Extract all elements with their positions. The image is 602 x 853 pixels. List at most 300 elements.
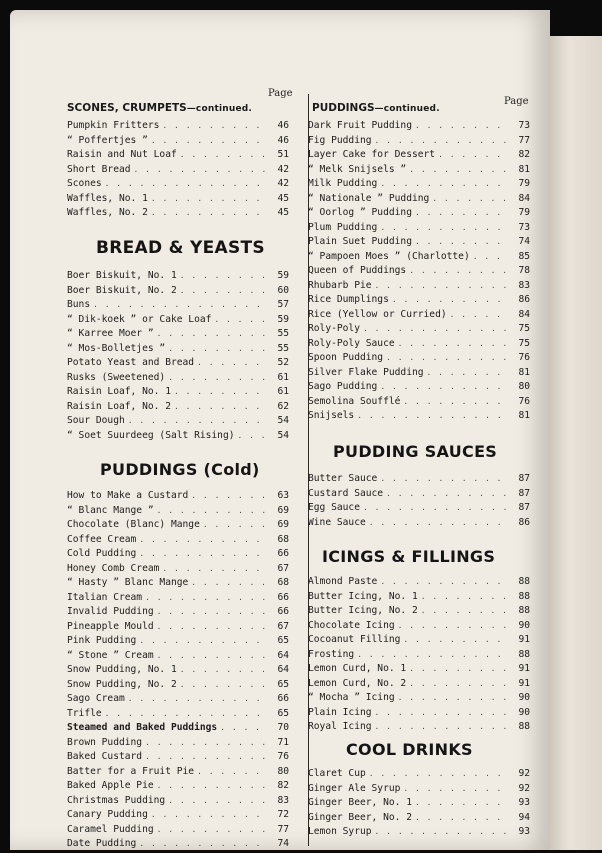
- entry-page-number: 93: [518, 797, 530, 808]
- entry-page-number: 92: [518, 782, 530, 794]
- index-entry: [67, 357, 289, 372]
- entry-page-number: 66: [277, 693, 289, 704]
- entry-title: “ Soet Suurdeeg (Salt Rising): [67, 429, 235, 441]
- index-entry: [308, 721, 530, 736]
- entry-page-number: 86: [518, 516, 530, 528]
- index-entry: [308, 692, 530, 707]
- dot-leader: [139, 636, 268, 645]
- index-entry: [308, 309, 530, 324]
- index-entry: [308, 517, 530, 532]
- index-entry: [308, 207, 530, 222]
- entry-page-number: 82: [518, 149, 530, 160]
- dot-leader: [427, 368, 509, 377]
- index-entry: [308, 605, 530, 620]
- entry-page-number: 83: [277, 794, 289, 806]
- entry-page-number: 55: [277, 328, 289, 339]
- index-entry: [67, 149, 289, 164]
- index-entry: [308, 826, 530, 841]
- entry-title: Plain Suet Pudding: [308, 236, 412, 247]
- entry-title: Royal Icing: [308, 721, 372, 732]
- entry-title: Brown Pudding: [67, 736, 143, 748]
- dot-leader: [421, 592, 509, 601]
- dot-leader: [157, 329, 268, 338]
- entry-title: Scones: [67, 178, 102, 189]
- dot-leader: [180, 150, 268, 159]
- dot-leader: [168, 373, 268, 382]
- entry-page-number: 62: [277, 400, 289, 412]
- index-entry: [67, 824, 289, 839]
- dot-leader: [438, 150, 509, 159]
- entry-title: Pink Pudding: [67, 635, 137, 646]
- entry-page-number: 81: [518, 366, 530, 378]
- index-entry: [67, 708, 289, 723]
- index-entry: [67, 285, 289, 300]
- index-entry: [308, 280, 530, 295]
- entry-title: Spoon Pudding: [308, 352, 384, 363]
- dot-leader: [191, 578, 268, 587]
- entry-title: Pineapple Mould: [67, 620, 154, 632]
- puddings-continued-heading: [312, 102, 440, 114]
- dot-leader: [473, 252, 509, 261]
- dot-leader: [398, 693, 509, 702]
- entry-title: Sago Cream: [67, 693, 125, 704]
- heading-main: PUDDINGS: [312, 102, 375, 114]
- entry-page-number: 84: [518, 192, 530, 204]
- index-entry: [308, 352, 530, 367]
- index-entry: [67, 693, 289, 708]
- dot-leader: [197, 767, 268, 776]
- dot-leader: [421, 606, 509, 615]
- index-entry: [308, 265, 530, 280]
- index-entry: [308, 396, 530, 411]
- entry-page-number: 59: [277, 270, 289, 281]
- entry-page-number: 51: [277, 149, 289, 160]
- index-entry: [67, 386, 289, 401]
- entry-title: “ Oorlog ” Pudding: [308, 207, 412, 218]
- index-entry: [67, 577, 289, 592]
- entry-page-number: 64: [277, 649, 289, 661]
- entry-page-number: 85: [518, 250, 530, 262]
- entry-page-number: 52: [277, 357, 289, 368]
- entry-page-number: 68: [277, 533, 289, 545]
- icings-list: [308, 576, 530, 736]
- entry-page-number: 81: [518, 410, 530, 421]
- entry-page-number: 42: [277, 163, 289, 175]
- entry-page-number: 83: [518, 279, 530, 291]
- entry-page-number: 74: [277, 838, 289, 849]
- entry-title: Chocolate (Blanc) Mange: [67, 519, 200, 530]
- puddings-cold-heading: PUDDINGS (Cold): [100, 460, 260, 479]
- dot-leader: [415, 237, 509, 246]
- index-entry: [67, 635, 289, 650]
- entry-title: “ Hasty ” Blanc Mange: [67, 577, 189, 588]
- entry-title: Chocolate Icing: [308, 619, 395, 631]
- puddings-continued-list: [308, 120, 530, 425]
- index-entry: [308, 768, 530, 783]
- dot-leader: [214, 315, 268, 324]
- dot-leader: [145, 752, 268, 761]
- entry-title: Batter for a Fruit Pie: [67, 765, 195, 777]
- entry-title: Lemon Syrup: [308, 826, 372, 837]
- entry-title: Cold Pudding: [67, 548, 137, 559]
- dot-leader: [450, 310, 509, 319]
- dot-leader: [151, 810, 268, 819]
- dot-leader: [157, 651, 268, 660]
- heading-suffix: —continued.: [374, 104, 440, 114]
- index-entry: [308, 410, 530, 425]
- dot-leader: [128, 694, 268, 703]
- dot-leader: [180, 271, 268, 280]
- dot-leader: [409, 165, 509, 174]
- entry-page-number: 65: [277, 678, 289, 690]
- index-entry: [67, 766, 289, 781]
- dot-leader: [197, 358, 268, 367]
- entry-page-number: 73: [518, 221, 530, 233]
- entry-page-number: 54: [277, 415, 289, 426]
- entry-title: Sour Dough: [67, 415, 125, 426]
- entry-page-number: 65: [277, 707, 289, 719]
- index-entry: [67, 650, 289, 665]
- entry-page-number: 81: [518, 163, 530, 175]
- page-column-label-left: Page: [268, 88, 293, 99]
- entry-title: Invalid Pudding: [67, 606, 154, 617]
- index-entry: [67, 164, 289, 179]
- entry-title: Steamed and Baked Puddings: [67, 722, 218, 733]
- dot-leader: [157, 622, 268, 631]
- dot-leader: [415, 208, 509, 217]
- facing-page-edge: [548, 36, 602, 850]
- entry-page-number: 61: [277, 386, 289, 397]
- index-entry: [67, 193, 289, 208]
- dot-leader: [386, 489, 509, 498]
- entry-title: Snijsels: [308, 410, 355, 421]
- entry-title: Christmas Pudding: [67, 794, 166, 806]
- pudding-sauces-heading: PUDDING SAUCES: [333, 442, 498, 461]
- entry-title: Lemon Curd, No. 1: [308, 663, 407, 674]
- heading-main: SCONES, CRUMPETS: [67, 102, 187, 114]
- entry-title: Baked Apple Pie: [67, 780, 154, 791]
- entry-page-number: 87: [518, 473, 530, 484]
- entry-page-number: 82: [277, 780, 289, 791]
- index-entry: [308, 222, 530, 237]
- entry-page-number: 45: [277, 207, 289, 218]
- entry-title: Boer Biskuit, No. 2: [67, 284, 177, 296]
- index-entry: [308, 797, 530, 812]
- entry-title: Boer Biskuit, No. 1: [67, 270, 177, 281]
- index-entry: [308, 649, 530, 664]
- entry-page-number: 91: [518, 634, 530, 645]
- dot-leader: [375, 281, 509, 290]
- entry-title: Baked Custard: [67, 751, 143, 762]
- dot-leader: [191, 491, 268, 500]
- entry-page-number: 67: [277, 562, 289, 574]
- index-entry: [308, 381, 530, 396]
- scones-list: [67, 120, 289, 222]
- entry-page-number: 86: [518, 294, 530, 305]
- entry-title: Ginger Beer, No. 2: [308, 811, 412, 823]
- dot-leader: [398, 621, 509, 630]
- entry-page-number: 91: [518, 663, 530, 674]
- index-entry: [67, 135, 289, 150]
- dot-leader: [168, 796, 268, 805]
- entry-title: Caramel Pudding: [67, 823, 154, 835]
- entry-title: Waffles, No. 1: [67, 192, 148, 204]
- entry-page-number: 88: [518, 648, 530, 660]
- dot-leader: [415, 813, 509, 822]
- entry-page-number: 90: [518, 692, 530, 703]
- entry-page-number: 66: [277, 548, 289, 559]
- entry-title: Almond Paste: [308, 576, 378, 587]
- dot-leader: [174, 402, 268, 411]
- index-entry: [308, 236, 530, 251]
- dot-leader: [409, 679, 509, 688]
- entry-page-number: 88: [518, 721, 530, 732]
- dot-leader: [357, 411, 509, 420]
- index-entry: [67, 838, 289, 853]
- entry-title: “ Dik-koek ” or Cake Loaf: [67, 313, 212, 325]
- entry-title: Sago Pudding: [308, 381, 378, 392]
- entry-title: Fig Pudding: [308, 134, 372, 146]
- index-entry: [308, 323, 530, 338]
- dot-leader: [369, 518, 509, 527]
- entry-page-number: 63: [277, 490, 289, 501]
- entry-title: Wine Sauce: [308, 516, 366, 528]
- entry-page-number: 69: [277, 519, 289, 530]
- entry-title: Snow Pudding, No. 2: [67, 678, 177, 690]
- entry-title: Custard Sauce: [308, 487, 384, 499]
- index-entry: [308, 576, 530, 591]
- dot-leader: [369, 769, 509, 778]
- entry-page-number: 79: [518, 178, 530, 189]
- drinks-list: [308, 768, 530, 841]
- dot-leader: [403, 397, 509, 406]
- entry-page-number: 79: [518, 207, 530, 218]
- index-entry: [67, 722, 289, 737]
- dot-leader: [403, 784, 509, 793]
- entry-page-number: 66: [277, 591, 289, 603]
- entry-title: Ginger Beer, No. 1: [308, 797, 412, 808]
- index-entry: [67, 120, 289, 135]
- index-entry: [308, 678, 530, 693]
- dot-leader: [238, 431, 268, 440]
- index-entry: [308, 178, 530, 193]
- entry-page-number: 65: [277, 635, 289, 646]
- entry-page-number: 88: [518, 576, 530, 587]
- index-entry: [308, 634, 530, 649]
- index-entry: [308, 473, 530, 488]
- entry-page-number: 45: [277, 192, 289, 204]
- entry-page-number: 54: [277, 429, 289, 441]
- index-entry: [67, 780, 289, 795]
- dot-leader: [409, 664, 509, 673]
- entry-page-number: 64: [277, 664, 289, 675]
- entry-page-number: 42: [277, 178, 289, 189]
- dot-leader: [128, 416, 268, 425]
- dot-leader: [380, 474, 509, 483]
- index-entry: [67, 751, 289, 766]
- index-entry: [308, 149, 530, 164]
- heading-suffix: —continued.: [186, 104, 253, 114]
- index-entry: [67, 534, 289, 549]
- index-entry: [67, 299, 289, 314]
- index-entry: [67, 563, 289, 578]
- cool-drinks-heading: COOL DRINKS: [346, 740, 473, 759]
- entry-page-number: 61: [277, 371, 289, 383]
- entry-title: Raisin Loaf, No. 2: [67, 400, 171, 412]
- entry-title: Butter Icing, No. 1: [308, 590, 418, 602]
- entry-page-number: 91: [518, 677, 530, 689]
- entry-title: Potato Yeast and Bread: [67, 357, 195, 368]
- dot-leader: [145, 593, 268, 602]
- dot-leader: [162, 564, 268, 573]
- entry-page-number: 84: [518, 308, 530, 320]
- dot-leader: [157, 781, 268, 790]
- index-entry: [67, 490, 289, 505]
- dot-leader: [139, 839, 268, 848]
- entry-title: Raisin and Nut Loaf: [67, 149, 177, 160]
- entry-title: Frosting: [308, 648, 355, 660]
- dot-leader: [151, 194, 268, 203]
- index-entry: [308, 193, 530, 208]
- index-page: [10, 10, 550, 850]
- dot-leader: [380, 577, 509, 586]
- index-entry: [67, 372, 289, 387]
- index-entry: [67, 401, 289, 416]
- entry-page-number: 68: [277, 577, 289, 588]
- sauces-list: [308, 473, 530, 531]
- index-entry: [67, 548, 289, 563]
- entry-page-number: 78: [518, 265, 530, 276]
- entry-title: “ Stone ” Cream: [67, 649, 154, 661]
- dot-leader: [415, 798, 509, 807]
- entry-title: Plum Pudding: [308, 221, 378, 233]
- entry-title: Date Pudding: [67, 838, 137, 849]
- entry-page-number: 80: [518, 381, 530, 392]
- entry-page-number: 90: [518, 706, 530, 718]
- entry-page-number: 93: [518, 826, 530, 837]
- icings-fillings-heading: ICINGS & FILLINGS: [322, 547, 496, 566]
- entry-title: “ Poffertjes ”: [67, 134, 148, 146]
- index-entry: [67, 505, 289, 520]
- index-entry: [67, 328, 289, 343]
- entry-title: “ Blanc Mange ”: [67, 504, 154, 516]
- dot-leader: [375, 827, 509, 836]
- dot-leader: [392, 295, 509, 304]
- dot-leader: [403, 635, 509, 644]
- entry-title: “ Mos-Bolletjes ”: [67, 342, 166, 354]
- entry-page-number: 67: [277, 620, 289, 632]
- dot-leader: [203, 520, 268, 529]
- entry-title: Claret Cup: [308, 768, 366, 779]
- dot-leader: [162, 121, 268, 130]
- index-entry: [67, 415, 289, 430]
- entry-title: “ Pampoen Moes ” (Charlotte): [308, 250, 470, 262]
- dot-leader: [380, 382, 509, 391]
- entry-page-number: 70: [277, 722, 289, 733]
- entry-page-number: 74: [518, 236, 530, 247]
- entry-page-number: 73: [518, 120, 530, 131]
- dot-leader: [139, 535, 268, 544]
- index-entry: [67, 314, 289, 329]
- entry-page-number: 71: [277, 736, 289, 748]
- entry-page-number: 77: [518, 134, 530, 146]
- dot-leader: [380, 223, 509, 232]
- entry-title: Queen of Puddings: [308, 265, 407, 276]
- entry-title: Snow Pudding, No. 1: [67, 664, 177, 675]
- dot-leader: [375, 722, 509, 731]
- entry-title: Italian Cream: [67, 591, 143, 603]
- dot-leader: [105, 179, 268, 188]
- index-entry: [308, 502, 530, 517]
- index-entry: [67, 430, 289, 445]
- index-entry: [308, 294, 530, 309]
- entry-title: “ Melk Snijsels ”: [308, 163, 407, 175]
- entry-page-number: 90: [518, 619, 530, 631]
- entry-page-number: 76: [277, 751, 289, 762]
- entry-title: Honey Comb Cream: [67, 562, 160, 574]
- entry-page-number: 88: [518, 590, 530, 602]
- entry-page-number: 57: [277, 299, 289, 310]
- entry-title: “ Mocha ” Icing: [308, 692, 395, 703]
- entry-page-number: 87: [518, 502, 530, 513]
- dot-leader: [180, 665, 268, 674]
- entry-page-number: 46: [277, 134, 289, 146]
- entry-title: Buns: [67, 299, 91, 310]
- entry-title: “ Nationale ” Pudding: [308, 192, 430, 204]
- entry-title: Butter Icing, No. 2: [308, 605, 418, 616]
- index-entry: [308, 251, 530, 266]
- index-entry: [67, 270, 289, 285]
- entry-title: Rice (Yellow or Curried): [308, 308, 447, 320]
- index-entry: [308, 620, 530, 635]
- dot-leader: [145, 738, 268, 747]
- dot-leader: [375, 136, 509, 145]
- entry-page-number: 80: [277, 765, 289, 777]
- entry-title: Raisin Loaf, No. 1: [67, 386, 171, 397]
- index-entry: [308, 591, 530, 606]
- entry-page-number: 69: [277, 504, 289, 516]
- entry-title: Short Bread: [67, 163, 131, 175]
- index-entry: [67, 343, 289, 358]
- entry-page-number: 60: [277, 284, 289, 296]
- entry-title: Layer Cake for Dessert: [308, 149, 436, 160]
- dot-leader: [174, 387, 268, 396]
- entry-title: Cocoanut Filling: [308, 634, 401, 645]
- entry-page-number: 94: [518, 811, 530, 823]
- entry-page-number: 75: [518, 323, 530, 334]
- entry-title: Ginger Ale Syrup: [308, 782, 401, 794]
- index-entry: [67, 664, 289, 679]
- entry-title: Pumpkin Fritters: [67, 120, 160, 131]
- entry-title: Trifle: [67, 707, 102, 719]
- entry-page-number: 72: [277, 809, 289, 820]
- dot-leader: [180, 680, 268, 689]
- dot-leader: [375, 708, 509, 717]
- entry-page-number: 66: [277, 606, 289, 617]
- dot-leader: [386, 353, 509, 362]
- dot-leader: [363, 324, 509, 333]
- index-entry: [308, 135, 530, 150]
- index-entry: [67, 679, 289, 694]
- index-entry: [67, 621, 289, 636]
- index-entry: [67, 178, 289, 193]
- index-entry: [308, 338, 530, 353]
- entry-title: Waffles, No. 2: [67, 207, 148, 218]
- entry-title: “ Karree Moer ”: [67, 328, 154, 339]
- index-entry: [67, 207, 289, 222]
- index-entry: [308, 120, 530, 135]
- dot-leader: [415, 121, 509, 130]
